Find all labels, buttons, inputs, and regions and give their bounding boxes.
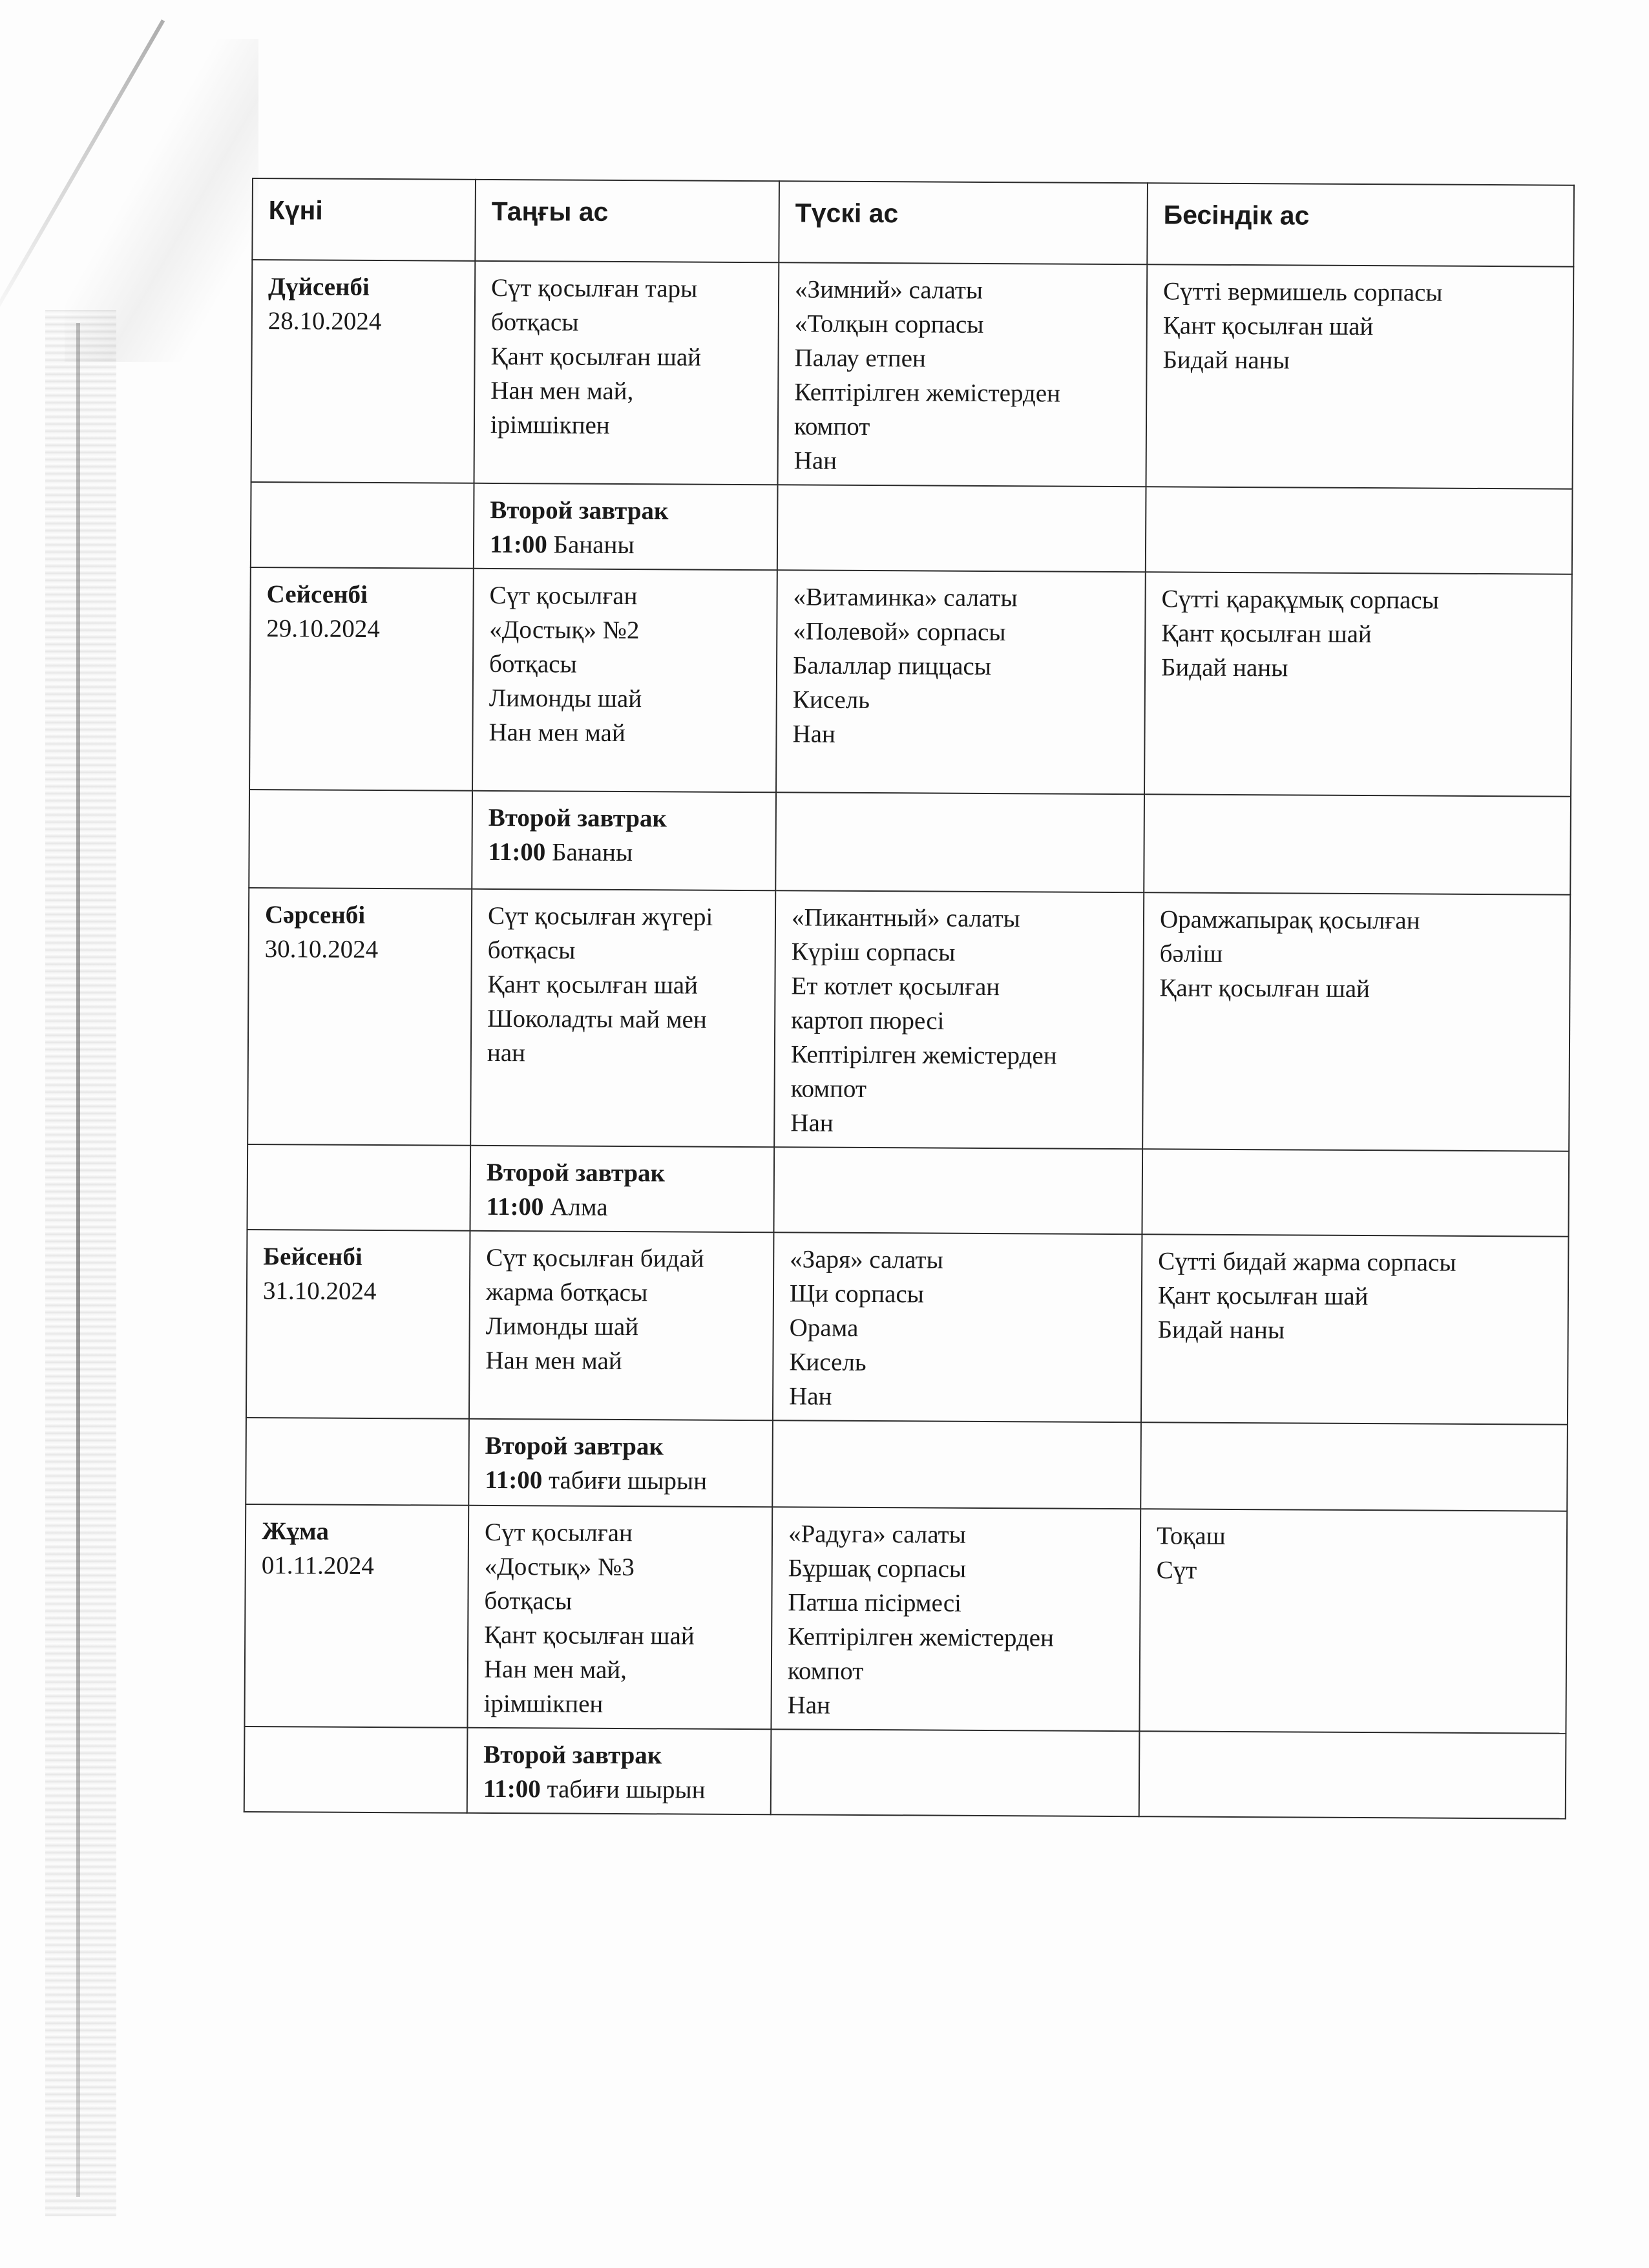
lunch-item: Нан xyxy=(793,446,837,475)
scan-edge-line xyxy=(76,323,80,2197)
breakfast-item: нан xyxy=(487,1038,526,1067)
empty-cell xyxy=(772,1420,1141,1509)
breakfast-item: Нан мен май, xyxy=(490,376,634,406)
afternoon-item: Сүтті қарақұмық сорпасы xyxy=(1161,585,1440,614)
lunch-item: Күріш сорпасы xyxy=(791,938,956,967)
day-row xyxy=(247,888,1570,1151)
lunch-cell xyxy=(771,1507,1140,1731)
second-breakfast-row xyxy=(244,1727,1566,1819)
empty-cell xyxy=(244,1727,468,1813)
lunch-item: «Витаминка» салаты xyxy=(793,583,1018,613)
lunch-item: Нан xyxy=(787,1691,831,1719)
second-breakfast-time: 11:00 xyxy=(483,1774,547,1803)
lunch-item: Кептірілген жемістерден xyxy=(794,378,1061,408)
lunch-item: картоп пюресі xyxy=(791,1006,945,1035)
breakfast-item: Сүт қосылған тары xyxy=(491,273,698,303)
lunch-item: Ет котлет қосылған xyxy=(791,972,1000,1002)
day-row xyxy=(246,1230,1568,1425)
lunch-item: компот xyxy=(787,1657,864,1685)
header-breakfast: Таңғы ас xyxy=(475,180,779,262)
lunch-cell xyxy=(776,570,1146,794)
afternoon-item: Бидай наны xyxy=(1162,346,1290,375)
empty-cell xyxy=(775,792,1144,892)
empty-cell xyxy=(771,1729,1140,1816)
day-cell xyxy=(247,888,472,1146)
breakfast-cell xyxy=(469,1231,774,1420)
breakfast-item: ірімшікпен xyxy=(490,410,610,439)
day-row xyxy=(249,567,1572,797)
breakfast-item: Нан мен май xyxy=(485,1346,622,1376)
breakfast-item: ботқасы xyxy=(490,308,579,337)
second-breakfast-title: Второй завтрак xyxy=(486,1158,666,1188)
lunch-item: Нан xyxy=(790,1109,834,1137)
breakfast-cell xyxy=(470,889,775,1147)
weekly-menu-table xyxy=(244,178,1575,1820)
afternoon-cell xyxy=(1146,264,1574,488)
empty-cell xyxy=(1140,1422,1568,1511)
breakfast-cell xyxy=(474,261,779,485)
breakfast-item: ботқасы xyxy=(488,649,577,678)
header-lunch: Түскі ас xyxy=(779,181,1148,264)
empty-cell xyxy=(247,1144,470,1231)
afternoon-item: Қант қосылған шай xyxy=(1159,974,1371,1003)
breakfast-item: жарма ботқасы xyxy=(485,1277,648,1307)
day-date: 29.10.2024 xyxy=(266,614,380,644)
afternoon-cell xyxy=(1144,572,1572,796)
breakfast-cell xyxy=(472,569,777,792)
empty-cell xyxy=(246,1418,469,1506)
second-breakfast-title: Второй завтрак xyxy=(485,1431,664,1461)
breakfast-item: ірімшікпен xyxy=(483,1689,604,1718)
afternoon-item: бәліш xyxy=(1159,940,1223,968)
lunch-item: компот xyxy=(793,412,870,441)
afternoon-item: Қант қосылған шай xyxy=(1161,619,1372,649)
header-afternoon-snack: Бесіндік ас xyxy=(1147,183,1574,266)
afternoon-cell xyxy=(1139,1509,1567,1733)
second-breakfast-time: 11:00 xyxy=(485,1465,549,1495)
lunch-item: «Радуга» салаты xyxy=(788,1520,966,1549)
day-name: Жұма xyxy=(261,1517,330,1546)
second-breakfast-row xyxy=(251,482,1573,574)
second-breakfast-cell xyxy=(467,1728,772,1814)
lunch-item: Кисель xyxy=(792,686,870,715)
day-row xyxy=(251,260,1574,489)
scan-edge-artifact xyxy=(45,310,116,2216)
lunch-item: «Полевой» сорпасы xyxy=(793,617,1006,647)
breakfast-item: Нан мен май xyxy=(488,718,625,748)
lunch-item: Нан xyxy=(792,720,835,748)
breakfast-item: «Достық» №3 xyxy=(484,1552,635,1582)
lunch-item: Кептірілген жемістерден xyxy=(788,1622,1055,1652)
breakfast-item: Сүт қосылған бидай xyxy=(486,1243,704,1273)
lunch-item: Кисель xyxy=(789,1348,867,1377)
lunch-item: Патша пісірмесі xyxy=(788,1588,962,1617)
afternoon-cell xyxy=(1142,892,1570,1151)
second-breakfast-title: Второй завтрак xyxy=(490,496,669,525)
lunch-cell xyxy=(774,890,1144,1149)
afternoon-cell xyxy=(1141,1234,1569,1424)
breakfast-item: Қант қосылған шай xyxy=(484,1621,695,1650)
breakfast-item: Шоколадты май мен xyxy=(487,1004,707,1034)
breakfast-item: ботқасы xyxy=(484,1586,572,1615)
afternoon-item: Орамжапырақ қосылған xyxy=(1159,905,1420,935)
breakfast-item: Қант қосылған шай xyxy=(487,970,698,1000)
lunch-item: Нан xyxy=(789,1382,832,1411)
second-breakfast-cell xyxy=(472,791,776,890)
day-cell xyxy=(251,260,476,483)
breakfast-item: «Достық» №2 xyxy=(489,615,640,645)
lunch-item: Балаллар пиццасы xyxy=(792,651,992,681)
afternoon-item: Сүт xyxy=(1156,1556,1197,1584)
breakfast-item: Қант қосылған шай xyxy=(490,342,702,372)
empty-cell xyxy=(1139,1731,1566,1818)
breakfast-cell xyxy=(467,1506,772,1729)
header-row xyxy=(252,178,1574,267)
lunch-cell xyxy=(778,262,1148,487)
second-breakfast-item: Алма xyxy=(550,1193,608,1221)
lunch-item: «Зимний» салаты xyxy=(794,275,983,304)
day-date: 01.11.2024 xyxy=(261,1551,374,1580)
empty-cell xyxy=(777,485,1146,572)
lunch-item: Орама xyxy=(789,1314,859,1342)
empty-cell xyxy=(251,482,474,569)
afternoon-item: Бидай наны xyxy=(1161,653,1288,682)
header-day: Күні xyxy=(252,178,476,261)
second-breakfast-item: табиғи шырын xyxy=(548,1466,708,1495)
lunch-item: «Заря» салаты xyxy=(790,1245,943,1274)
day-name: Сәрсенбі xyxy=(264,901,366,929)
day-date: 28.10.2024 xyxy=(268,307,382,336)
second-breakfast-row xyxy=(249,790,1571,895)
empty-cell xyxy=(1142,1149,1569,1236)
second-breakfast-row xyxy=(246,1418,1568,1511)
breakfast-item: Лимонды шай xyxy=(485,1312,639,1341)
second-breakfast-time: 11:00 xyxy=(489,530,554,559)
second-breakfast-item: Бананы xyxy=(552,838,633,867)
breakfast-item: Лимонды шай xyxy=(488,684,642,713)
day-cell xyxy=(246,1230,470,1419)
day-name: Сейсенбі xyxy=(266,580,368,609)
day-date: 31.10.2024 xyxy=(262,1277,377,1306)
day-row xyxy=(244,1504,1567,1734)
second-breakfast-title: Второй завтрак xyxy=(488,803,667,833)
day-cell xyxy=(249,567,474,791)
afternoon-item: Қант қосылған шай xyxy=(1162,311,1374,341)
second-breakfast-item: табиғи шырын xyxy=(547,1775,706,1804)
day-date: 30.10.2024 xyxy=(264,935,379,964)
breakfast-item: Нан мен май, xyxy=(483,1655,627,1685)
afternoon-item: Сүтті бидай жарма сорпасы xyxy=(1158,1247,1456,1277)
empty-cell xyxy=(1146,487,1573,574)
second-breakfast-time: 11:00 xyxy=(486,1192,551,1221)
lunch-cell xyxy=(773,1232,1142,1422)
lunch-item: Бұршақ сорпасы xyxy=(788,1554,967,1583)
day-name: Дүйсенбі xyxy=(268,273,370,301)
afternoon-item: Сүтті вермишель сорпасы xyxy=(1162,277,1443,307)
second-breakfast-cell xyxy=(474,483,778,570)
second-breakfast-cell xyxy=(468,1419,773,1507)
lunch-item: «Пикантный» салаты xyxy=(791,903,1020,933)
second-breakfast-title: Второй завтрак xyxy=(483,1740,662,1770)
second-breakfast-item: Бананы xyxy=(553,530,635,560)
lunch-item: компот xyxy=(790,1075,867,1103)
breakfast-item: Сүт қосылған жүгері xyxy=(487,901,713,931)
lunch-item: Щи сорпасы xyxy=(789,1279,925,1308)
day-cell xyxy=(244,1504,468,1728)
second-breakfast-row xyxy=(247,1144,1569,1237)
afternoon-item: Қант қосылған шай xyxy=(1157,1281,1369,1311)
breakfast-item: ботқасы xyxy=(487,936,576,965)
afternoon-item: Тоқаш xyxy=(1156,1522,1226,1550)
lunch-item: Кептірілген жемістерден xyxy=(790,1040,1057,1070)
afternoon-item: Бидай наны xyxy=(1157,1316,1285,1345)
empty-cell xyxy=(1144,794,1571,894)
day-name: Бейсенбі xyxy=(263,1243,362,1271)
empty-cell xyxy=(773,1147,1142,1234)
lunch-item: Палау етпен xyxy=(794,344,926,373)
breakfast-item: Сүт қосылған xyxy=(484,1518,633,1548)
second-breakfast-cell xyxy=(470,1146,774,1232)
lunch-item: «Толқын сорпасы xyxy=(794,310,984,339)
breakfast-item: Сүт қосылған xyxy=(489,581,638,611)
second-breakfast-time: 11:00 xyxy=(488,837,552,866)
empty-cell xyxy=(249,790,472,889)
